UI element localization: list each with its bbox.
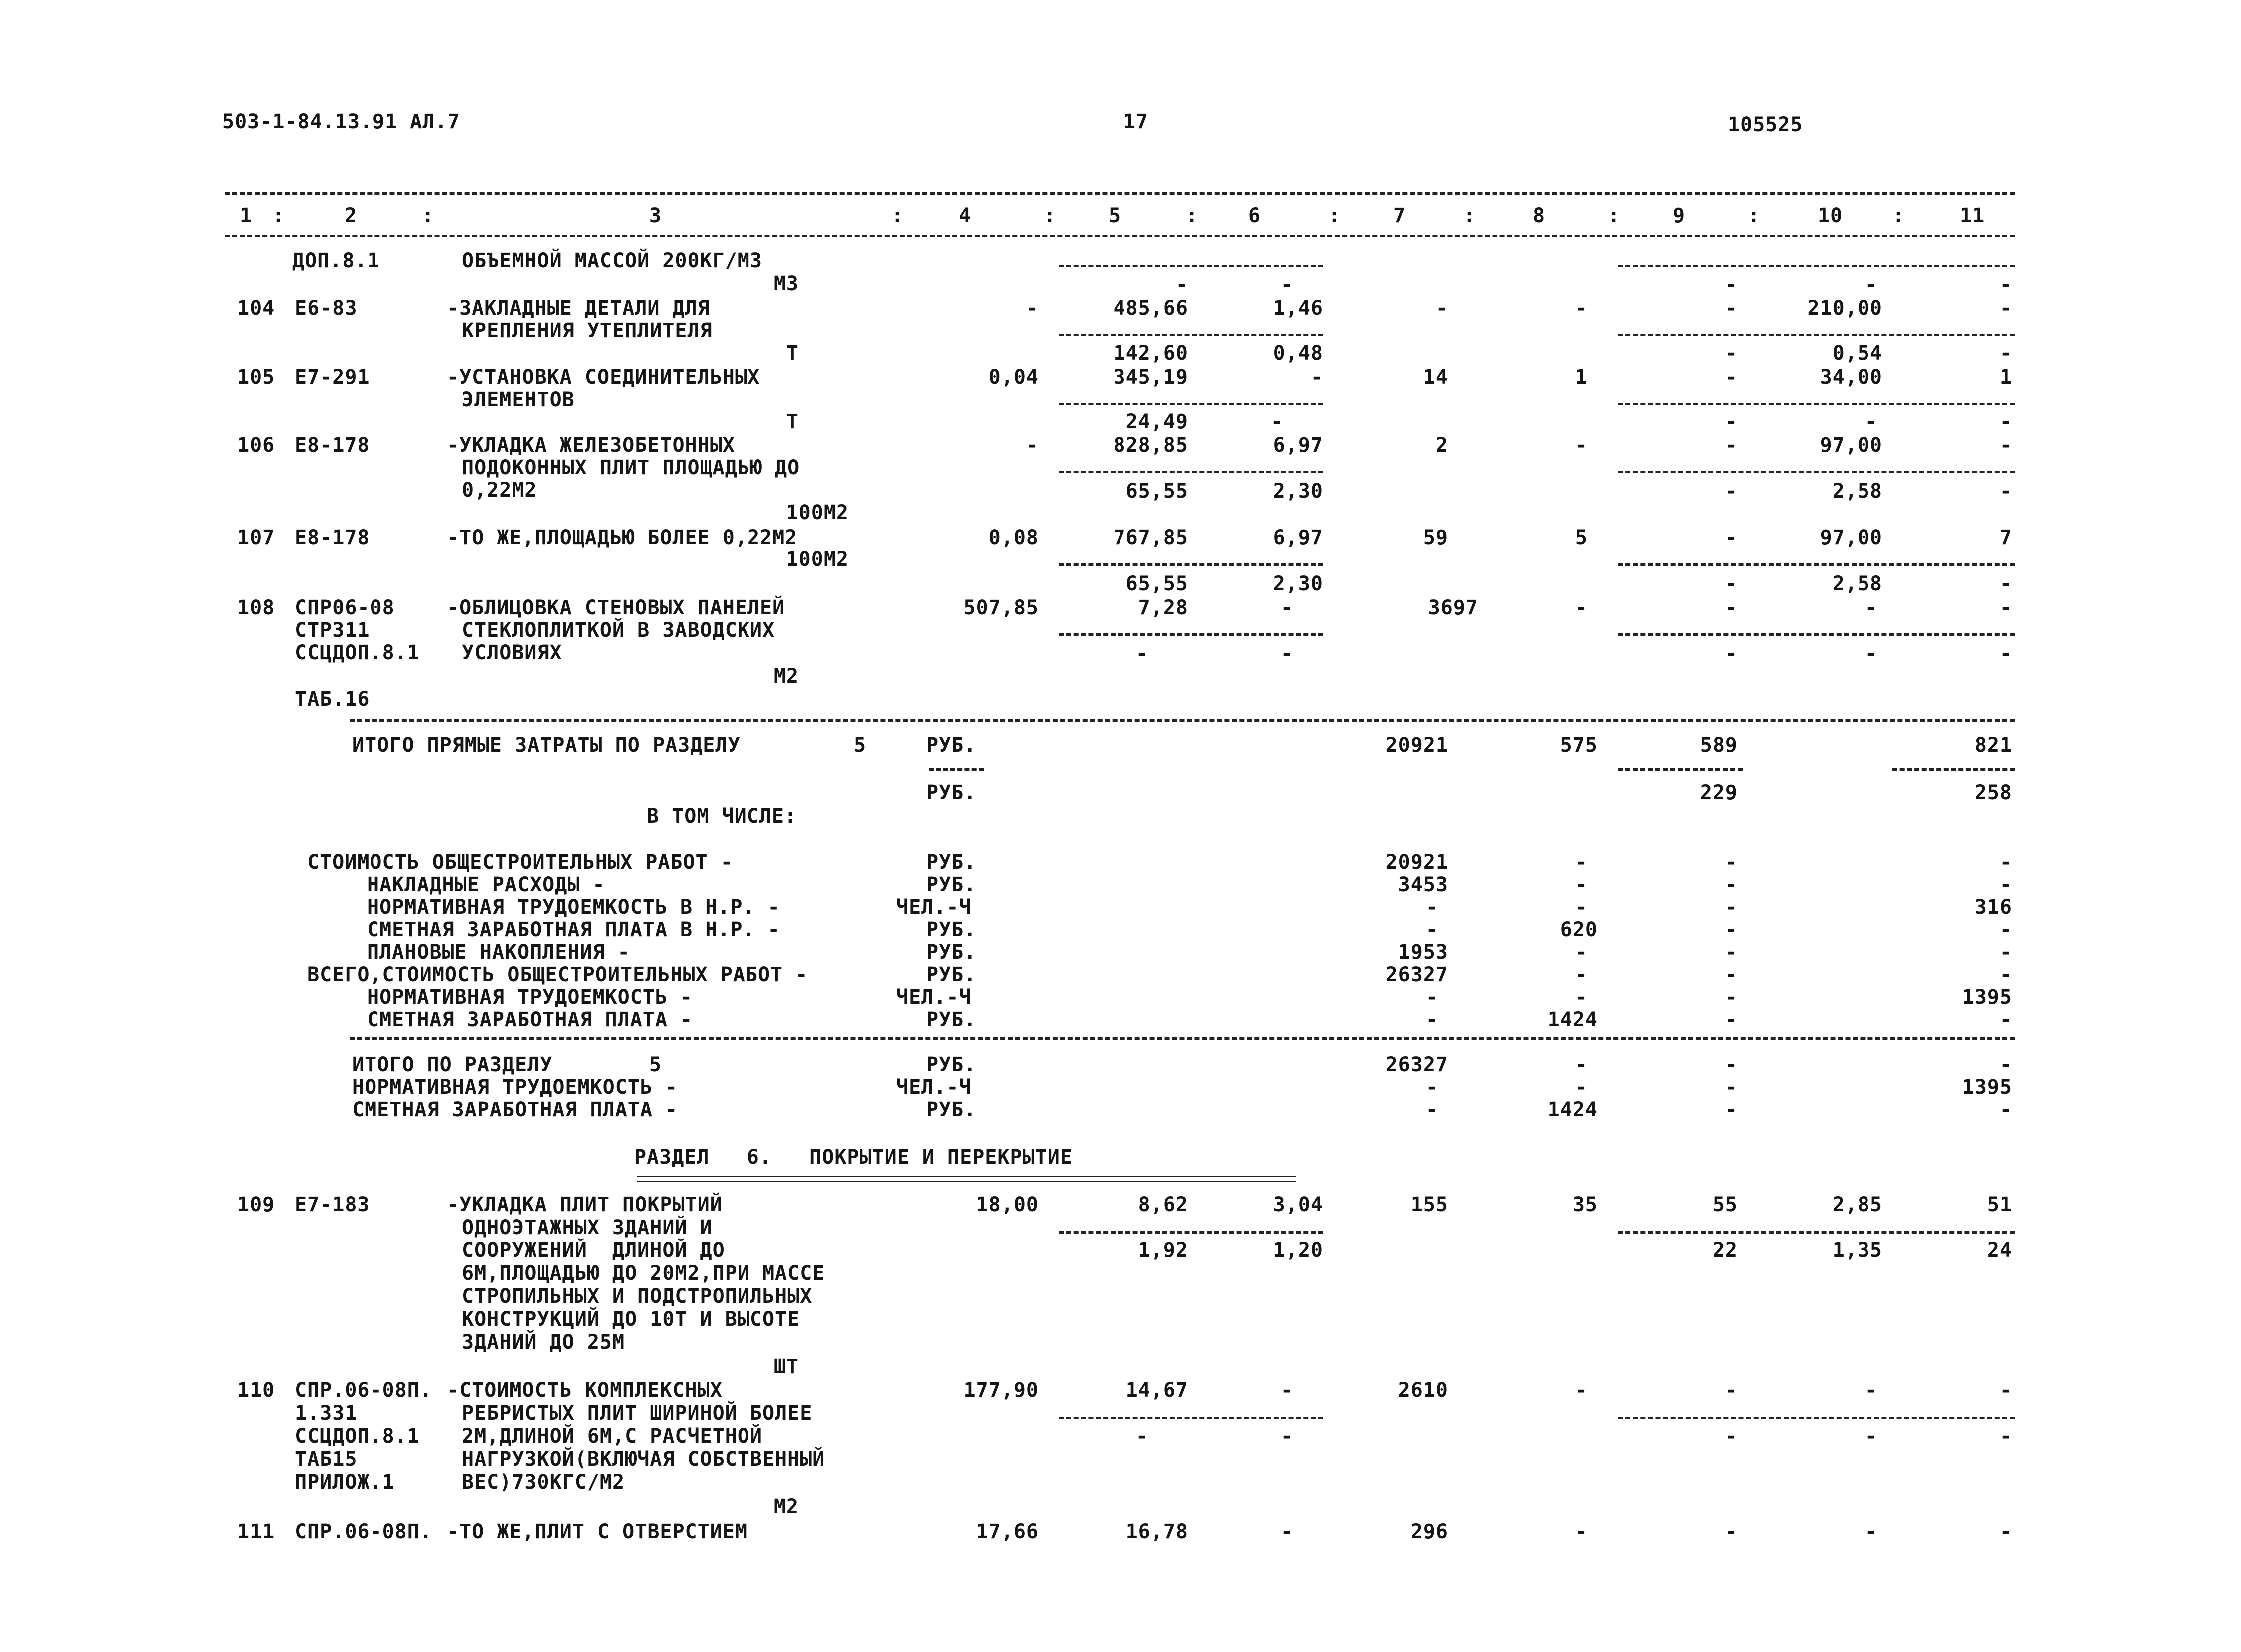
cell-c7: -	[1425, 986, 1438, 1009]
cell-c9: -	[1725, 411, 1738, 433]
cell-rule	[1618, 403, 2015, 405]
cell-c8: -	[1575, 963, 1588, 986]
column-number-10: 10	[1818, 204, 1843, 227]
cell-rule	[929, 768, 984, 771]
cell-c9: -	[1725, 1425, 1738, 1448]
cell-c7: 3453	[1398, 873, 1448, 896]
cell-c11: 821	[1974, 734, 2012, 757]
total-label: НОРМАТИВНАЯ ТРУДОЕМКОСТЬ -	[352, 1076, 678, 1099]
column-number-9: 9	[1673, 204, 1686, 227]
cell-c5: 14,67	[1125, 1379, 1188, 1402]
cell-dash: -	[1280, 273, 1293, 296]
cell-c11: -	[1999, 873, 2012, 896]
cell-c5: 65,55	[1125, 572, 1188, 595]
row-description: НАГРУЗКОЙ(ВКЛЮЧАЯ СОБСТВЕННЫЙ	[462, 1448, 825, 1471]
total-label: СМЕТНАЯ ЗАРАБОТНАЯ ПЛАТА -	[352, 1098, 678, 1121]
row-description: ЗДАНИЙ ДО 25М	[462, 1331, 625, 1354]
cell-c8: -	[1575, 941, 1588, 964]
row-description: КРЕПЛЕНИЯ УТЕПЛИТЕЛЯ	[462, 319, 713, 342]
cell-c10: -	[1865, 642, 1877, 665]
row-number: 104	[237, 297, 275, 320]
unit-rub: РУБ.	[926, 1008, 977, 1031]
cell-c11: 316	[1974, 896, 2012, 919]
cell-c7: 26327	[1385, 963, 1448, 986]
cell-c9: 55	[1712, 1193, 1738, 1216]
cell-dash: -	[1865, 273, 1877, 296]
cell-c5: 24,49	[1125, 411, 1188, 433]
unit-rub: РУБ.	[926, 734, 977, 757]
cell-c7: -	[1425, 918, 1438, 941]
row-description: СТРОПИЛЬНЫХ И ПОДСТРОПИЛЬНЫХ	[462, 1285, 813, 1308]
table-top-rule	[225, 192, 2015, 195]
cell-c11: 24	[1987, 1239, 2012, 1262]
column-number-5: 5	[1109, 204, 1121, 227]
cell-c5: 7,28	[1138, 596, 1188, 619]
unit-rub: РУБ.	[926, 873, 977, 896]
cell-c11: -	[1999, 434, 2012, 457]
total-section: 5	[854, 734, 867, 757]
cell-c9: -	[1725, 1379, 1738, 1402]
cell-c5: 142,60	[1113, 342, 1188, 365]
row-code: ПРИЛОЖ.1	[295, 1471, 395, 1494]
row-description: -УСТАНОВКА СОЕДИНИТЕЛЬНЫХ	[447, 366, 760, 389]
cell-c4: -	[1026, 434, 1039, 457]
total-section: 5	[649, 1053, 662, 1076]
cell-c11: -	[1999, 1520, 2012, 1543]
cell-c7: 2610	[1398, 1379, 1448, 1402]
cell-c11: -	[1999, 1379, 2012, 1402]
cell-c9: -	[1725, 642, 1738, 665]
unit-rub: РУБ.	[926, 781, 977, 804]
cell-c10: 1,35	[1832, 1239, 1882, 1262]
cell-rule	[1618, 563, 2015, 566]
cell-c11: -	[1999, 572, 2012, 595]
cell-c10: 0,54	[1832, 342, 1882, 365]
row-description: ПОДОКОННЫХ ПЛИТ ПЛОЩАДЬЮ ДО	[462, 456, 800, 479]
row-description: УСЛОВИЯХ	[462, 641, 562, 664]
unit-chel: ЧЕЛ.-Ч	[896, 896, 972, 919]
cell-c10: -	[1865, 411, 1877, 433]
section-title: РАЗДЕЛ 6. ПОКРЫТИЕ И ПЕРЕКРЫТИЕ	[634, 1146, 1073, 1169]
cell-c9: 22	[1712, 1239, 1738, 1262]
column-number-3: 3	[649, 204, 662, 227]
cell-c9: 229	[1700, 781, 1738, 804]
row-description: -УКЛАДКА ЖЕЛЕЗОБЕТОННЫХ	[447, 434, 735, 457]
row-number: 111	[237, 1520, 275, 1543]
row-description: -ОБЛИЦОВКА СТЕНОВЫХ ПАНЕЛЕЙ	[447, 596, 785, 619]
row-code: 1.331	[295, 1402, 358, 1425]
column-number-11: 11	[1960, 204, 1985, 227]
cell-c11: -	[1999, 918, 2012, 941]
row-code: Е7-291	[295, 366, 370, 389]
column-header-rule	[225, 235, 2015, 237]
cell-c5: 16,78	[1125, 1520, 1188, 1543]
cell-c9: -	[1725, 366, 1738, 389]
cell-c6: 1,20	[1273, 1239, 1323, 1262]
cell-c8: 5	[1575, 526, 1588, 549]
cell-c5: -	[1135, 642, 1148, 665]
cell-c7: 14	[1423, 366, 1448, 389]
cell-rule	[1059, 265, 1323, 267]
cell-c8: 620	[1560, 918, 1598, 941]
row-unit: 100М2	[786, 501, 849, 524]
row-code: ТАБ15	[295, 1448, 358, 1471]
cell-c9: -	[1725, 941, 1738, 964]
row-code: СТР311	[295, 619, 370, 642]
cell-c11: -	[1999, 941, 2012, 964]
cell-c11: -	[1999, 1053, 2012, 1076]
row-unit: 100М2	[786, 548, 849, 571]
cell-rule	[1059, 1231, 1323, 1234]
cell-c6: 6,97	[1273, 434, 1323, 457]
cell-c9: -	[1725, 963, 1738, 986]
cell-c5: 828,85	[1113, 434, 1188, 457]
cell-c6: -	[1280, 596, 1293, 619]
cell-c7: -	[1435, 297, 1448, 320]
cell-c7: 3697	[1428, 596, 1478, 619]
cell-c7: 59	[1423, 526, 1448, 549]
cell-c5: 345,19	[1113, 366, 1188, 389]
cell-c11: -	[1999, 411, 2012, 433]
cell-c9: -	[1725, 1098, 1738, 1121]
cell-c11: -	[1999, 1425, 2012, 1448]
row-description: СТЕКЛОПЛИТКОЙ В ЗАВОДСКИХ	[462, 619, 775, 642]
total-label: ИТОГО ПО РАЗДЕЛУ	[352, 1053, 553, 1076]
cell-c6: 2,30	[1273, 572, 1323, 595]
cell-c8: -	[1575, 1520, 1588, 1543]
row-number: 107	[237, 526, 275, 549]
cell-c11: -	[1999, 297, 2012, 320]
cell-c5: 8,62	[1138, 1193, 1188, 1216]
cell-c6: -	[1310, 366, 1323, 389]
column-separator: :	[891, 204, 904, 227]
cell-c4: 0,08	[988, 526, 1039, 549]
row-description: СООРУЖЕНИЙ ДЛИНОЙ ДО	[462, 1239, 725, 1262]
breakdown-label: НАКЛАДНЫЕ РАСХОДЫ -	[367, 873, 605, 896]
row-description: РЕБРИСТЫХ ПЛИТ ШИРИНОЙ БОЛЕЕ	[462, 1402, 813, 1425]
cell-c7: 1953	[1398, 941, 1448, 964]
cell-c8: -	[1575, 1076, 1588, 1099]
unit-rub: РУБ.	[926, 918, 977, 941]
cell-c5: -	[1135, 1425, 1148, 1448]
column-number-6: 6	[1248, 204, 1261, 227]
cell-c8: 575	[1560, 734, 1598, 757]
cell-c10: 2,58	[1832, 572, 1882, 595]
cell-c4: 507,85	[963, 596, 1039, 619]
cell-c9: -	[1725, 918, 1738, 941]
section-rule	[350, 719, 2015, 722]
column-number-2: 2	[345, 204, 358, 227]
cell-c7: 2	[1435, 434, 1448, 457]
cell-c9: -	[1725, 434, 1738, 457]
cell-c9: -	[1725, 1520, 1738, 1543]
row-unit: М2	[773, 665, 799, 688]
column-separator: :	[1608, 204, 1621, 227]
cell-c8: 1424	[1547, 1008, 1598, 1031]
row-unit: Т	[786, 342, 799, 365]
cell-c10: 2,58	[1832, 480, 1882, 503]
cell-c6: -	[1280, 642, 1293, 665]
cell-c6: 3,04	[1273, 1193, 1323, 1216]
breakdown-label: НОРМАТИВНАЯ ТРУДОЕМКОСТЬ -	[367, 986, 693, 1009]
row-description: 0,22М2	[462, 479, 537, 502]
cell-c9: -	[1725, 1076, 1738, 1099]
row-number: 108	[237, 596, 275, 619]
cell-c7: 155	[1410, 1193, 1448, 1216]
cell-c7: -	[1425, 1008, 1438, 1031]
cell-c6: 6,97	[1273, 526, 1323, 549]
breakdown-label: СТОИМОСТЬ ОБЩЕСТРОИТЕЛЬНЫХ РАБОТ -	[307, 851, 733, 874]
cell-rule	[1618, 768, 1743, 771]
unit-rub: РУБ.	[926, 941, 977, 964]
row-description: ОБЪЕМНОЙ МАССОЙ 200КГ/М3	[462, 249, 762, 272]
cell-rule	[1059, 1417, 1323, 1419]
row-code: Е6-83	[295, 297, 358, 320]
column-separator: :	[1044, 204, 1057, 227]
row-unit: М3	[773, 272, 799, 295]
doc-code: 503-1-84.13.91 АЛ.7	[222, 110, 460, 133]
cell-c11: -	[1999, 642, 2012, 665]
unit-chel: ЧЕЛ.-Ч	[896, 1076, 972, 1099]
breakdown-label: ВСЕГО,СТОИМОСТЬ ОБЩЕСТРОИТЕЛЬНЫХ РАБОТ -	[307, 963, 808, 986]
cell-c8: 35	[1572, 1193, 1598, 1216]
cell-rule	[1618, 1231, 2015, 1234]
row-code: ТАБ.16	[295, 688, 370, 711]
cell-c4: 177,90	[963, 1379, 1039, 1402]
cell-rule	[1618, 633, 2015, 636]
cell-c8: 1	[1575, 366, 1588, 389]
cell-dash: -	[1175, 273, 1188, 296]
cell-c10: 97,00	[1820, 526, 1882, 549]
column-number-4: 4	[959, 204, 972, 227]
unit-rub: РУБ.	[926, 1053, 977, 1076]
breakdown-label: НОРМАТИВНАЯ ТРУДОЕМКОСТЬ В Н.Р. -	[367, 896, 780, 919]
row-code: СПР06-08	[295, 596, 395, 619]
row-number: 106	[237, 434, 275, 457]
row-code: СПР.06-08П.	[295, 1520, 432, 1543]
doc-id: 105525	[1728, 113, 1803, 136]
column-separator: :	[1748, 204, 1761, 227]
column-separator: :	[1186, 204, 1199, 227]
cell-c9: -	[1725, 1053, 1738, 1076]
cell-c7: 296	[1410, 1520, 1448, 1543]
row-description: ОДНОЭТАЖНЫХ ЗДАНИЙ И	[462, 1216, 713, 1239]
cell-rule	[1618, 334, 2015, 336]
unit-rub: РУБ.	[926, 1098, 977, 1121]
cell-c4: 17,66	[976, 1520, 1039, 1543]
cell-c5: 1,92	[1138, 1239, 1188, 1262]
cell-c9: -	[1725, 297, 1738, 320]
column-separator: :	[1328, 204, 1341, 227]
cell-dash: -	[1725, 273, 1738, 296]
row-description: 2М,ДЛИНОЙ 6М,С РАСЧЕТНОЙ	[462, 1425, 762, 1448]
cell-c8: -	[1575, 986, 1588, 1009]
cell-c10: 210,00	[1807, 297, 1882, 320]
cell-rule	[1059, 334, 1323, 336]
cell-c6: 2,30	[1273, 480, 1323, 503]
row-code: Е8-178	[295, 526, 370, 549]
cell-c11: 1	[1999, 366, 2012, 389]
cell-c5: 65,55	[1125, 480, 1188, 503]
cell-c9: -	[1725, 480, 1738, 503]
cell-c11: -	[1999, 963, 2012, 986]
cell-c11: 51	[1987, 1193, 2012, 1216]
cell-rule	[1618, 471, 2015, 473]
row-code: ССЦДОП.8.1	[295, 641, 420, 664]
cell-c6: 1,46	[1273, 297, 1323, 320]
row-description: -ТО ЖЕ,ПЛОЩАДЬЮ БОЛЕЕ 0,22М2	[447, 526, 798, 549]
column-number-1: 1	[240, 204, 253, 227]
cell-c9: -	[1725, 851, 1738, 874]
breakdown-label: СМЕТНАЯ ЗАРАБОТНАЯ ПЛАТА -	[367, 1008, 693, 1031]
cell-rule	[1618, 265, 2015, 267]
cell-c11: -	[1999, 851, 2012, 874]
row-description: 6М,ПЛОЩАДЬЮ ДО 20М2,ПРИ МАССЕ	[462, 1262, 825, 1285]
cell-c6: -	[1280, 1520, 1293, 1543]
breakdown-label: СМЕТНАЯ ЗАРАБОТНАЯ ПЛАТА В Н.Р. -	[367, 918, 780, 941]
cell-c8: -	[1575, 896, 1588, 919]
cell-c8: -	[1575, 596, 1588, 619]
row-code: Е8-178	[295, 434, 370, 457]
unit-rub: РУБ.	[926, 851, 977, 874]
cell-c9: -	[1725, 596, 1738, 619]
unit-chel: ЧЕЛ.-Ч	[896, 986, 972, 1009]
cell-c8: -	[1575, 297, 1588, 320]
cell-c9: -	[1725, 1008, 1738, 1031]
cell-c6: -	[1280, 1425, 1293, 1448]
cell-c10: -	[1865, 1425, 1877, 1448]
cell-c8: -	[1575, 851, 1588, 874]
cell-c10: 2,85	[1832, 1193, 1882, 1216]
cell-c11: 1395	[1962, 1076, 2012, 1099]
row-description: -СТОИМОСТЬ КОМПЛЕКСНЫХ	[447, 1379, 723, 1402]
row-unit: М2	[773, 1495, 799, 1518]
row-code: ДОП.8.1	[292, 249, 380, 272]
cell-c11: -	[1999, 1098, 2012, 1121]
cell-c10: -	[1865, 1520, 1877, 1543]
total-label: ИТОГО ПРЯМЫЕ ЗАТРАТЫ ПО РАЗДЕЛУ	[352, 734, 741, 757]
cell-c10: 97,00	[1820, 434, 1882, 457]
column-number-8: 8	[1533, 204, 1546, 227]
row-description: ВЕС)730КГС/М2	[462, 1471, 625, 1494]
row-code: ССЦДОП.8.1	[295, 1425, 420, 1448]
cell-c9: -	[1725, 572, 1738, 595]
row-description: ЭЛЕМЕНТОВ	[462, 388, 575, 411]
cell-c9: -	[1725, 873, 1738, 896]
cell-c9: -	[1725, 986, 1738, 1009]
column-separator: :	[1463, 204, 1476, 227]
cell-c10: 34,00	[1820, 366, 1882, 389]
cell-c7: -	[1425, 896, 1438, 919]
row-code: Е7-183	[295, 1193, 370, 1216]
row-unit: ШТ	[773, 1355, 799, 1378]
unit-rub: РУБ.	[926, 963, 977, 986]
row-number: 105	[237, 366, 275, 389]
page-number: 17	[1123, 110, 1149, 133]
cell-c9: -	[1725, 896, 1738, 919]
cell-c11: -	[1999, 1008, 2012, 1031]
cell-c7: -	[1425, 1098, 1438, 1121]
cell-c11: 7	[1999, 526, 2012, 549]
cell-c8: -	[1575, 1053, 1588, 1076]
cell-rule	[1059, 403, 1323, 405]
cell-c5: 485,66	[1113, 297, 1188, 320]
cell-rule	[1892, 768, 2015, 771]
row-description: -УКЛАДКА ПЛИТ ПОКРЫТИЙ	[447, 1193, 723, 1216]
cell-c6: -	[1270, 411, 1283, 433]
cell-c8: -	[1575, 873, 1588, 896]
cell-c11: 258	[1974, 781, 2012, 804]
breakdown-label: ПЛАНОВЫЕ НАКОПЛЕНИЯ -	[367, 941, 630, 964]
cell-c4: 0,04	[988, 366, 1039, 389]
column-separator: :	[272, 204, 285, 227]
cell-c8: -	[1575, 1379, 1588, 1402]
column-number-7: 7	[1393, 204, 1406, 227]
cell-c10: -	[1865, 596, 1877, 619]
cell-c5: 767,85	[1113, 526, 1188, 549]
column-separator: :	[1892, 204, 1905, 227]
cell-rule	[1059, 563, 1323, 566]
cell-c9: 589	[1700, 734, 1738, 757]
cell-c11: -	[1999, 342, 2012, 365]
cell-dash: -	[1999, 273, 2012, 296]
column-separator: :	[422, 204, 435, 227]
including-heading: В ТОМ ЧИСЛЕ:	[647, 805, 797, 827]
cell-c7: 20921	[1385, 734, 1448, 757]
cell-c4: -	[1026, 297, 1039, 320]
row-description: КОНСТРУКЦИЙ ДО 10Т И ВЫСОТЕ	[462, 1308, 800, 1331]
cell-c8: -	[1575, 434, 1588, 457]
row-description: -ЗАКЛАДНЫЕ ДЕТАЛИ ДЛЯ	[447, 297, 710, 320]
cell-rule	[1059, 633, 1323, 636]
cell-c7: 20921	[1385, 851, 1448, 874]
cell-c11: -	[1999, 480, 2012, 503]
row-number: 109	[237, 1193, 275, 1216]
cell-c6: -	[1280, 1379, 1293, 1402]
cell-c8: 1424	[1547, 1098, 1598, 1121]
row-code: СПР.06-08П.	[295, 1379, 432, 1402]
cell-c11: 1395	[1962, 986, 2012, 1009]
section-rule	[350, 1037, 2015, 1040]
section-title-underline	[637, 1175, 1296, 1182]
cell-c4: 18,00	[976, 1193, 1039, 1216]
row-description: -ТО ЖЕ,ПЛИТ С ОТВЕРСТИЕМ	[447, 1520, 747, 1543]
cell-c7: 26327	[1385, 1053, 1448, 1076]
cell-c9: -	[1725, 342, 1738, 365]
cell-c6: 0,48	[1273, 342, 1323, 365]
cell-c7: -	[1425, 1076, 1438, 1099]
row-number: 110	[237, 1379, 275, 1402]
cell-rule	[1618, 1417, 2015, 1419]
cell-c9: -	[1725, 526, 1738, 549]
cell-c10: -	[1865, 1379, 1877, 1402]
cell-rule	[1059, 471, 1323, 473]
cell-c11: -	[1999, 596, 2012, 619]
row-unit: Т	[786, 411, 799, 433]
